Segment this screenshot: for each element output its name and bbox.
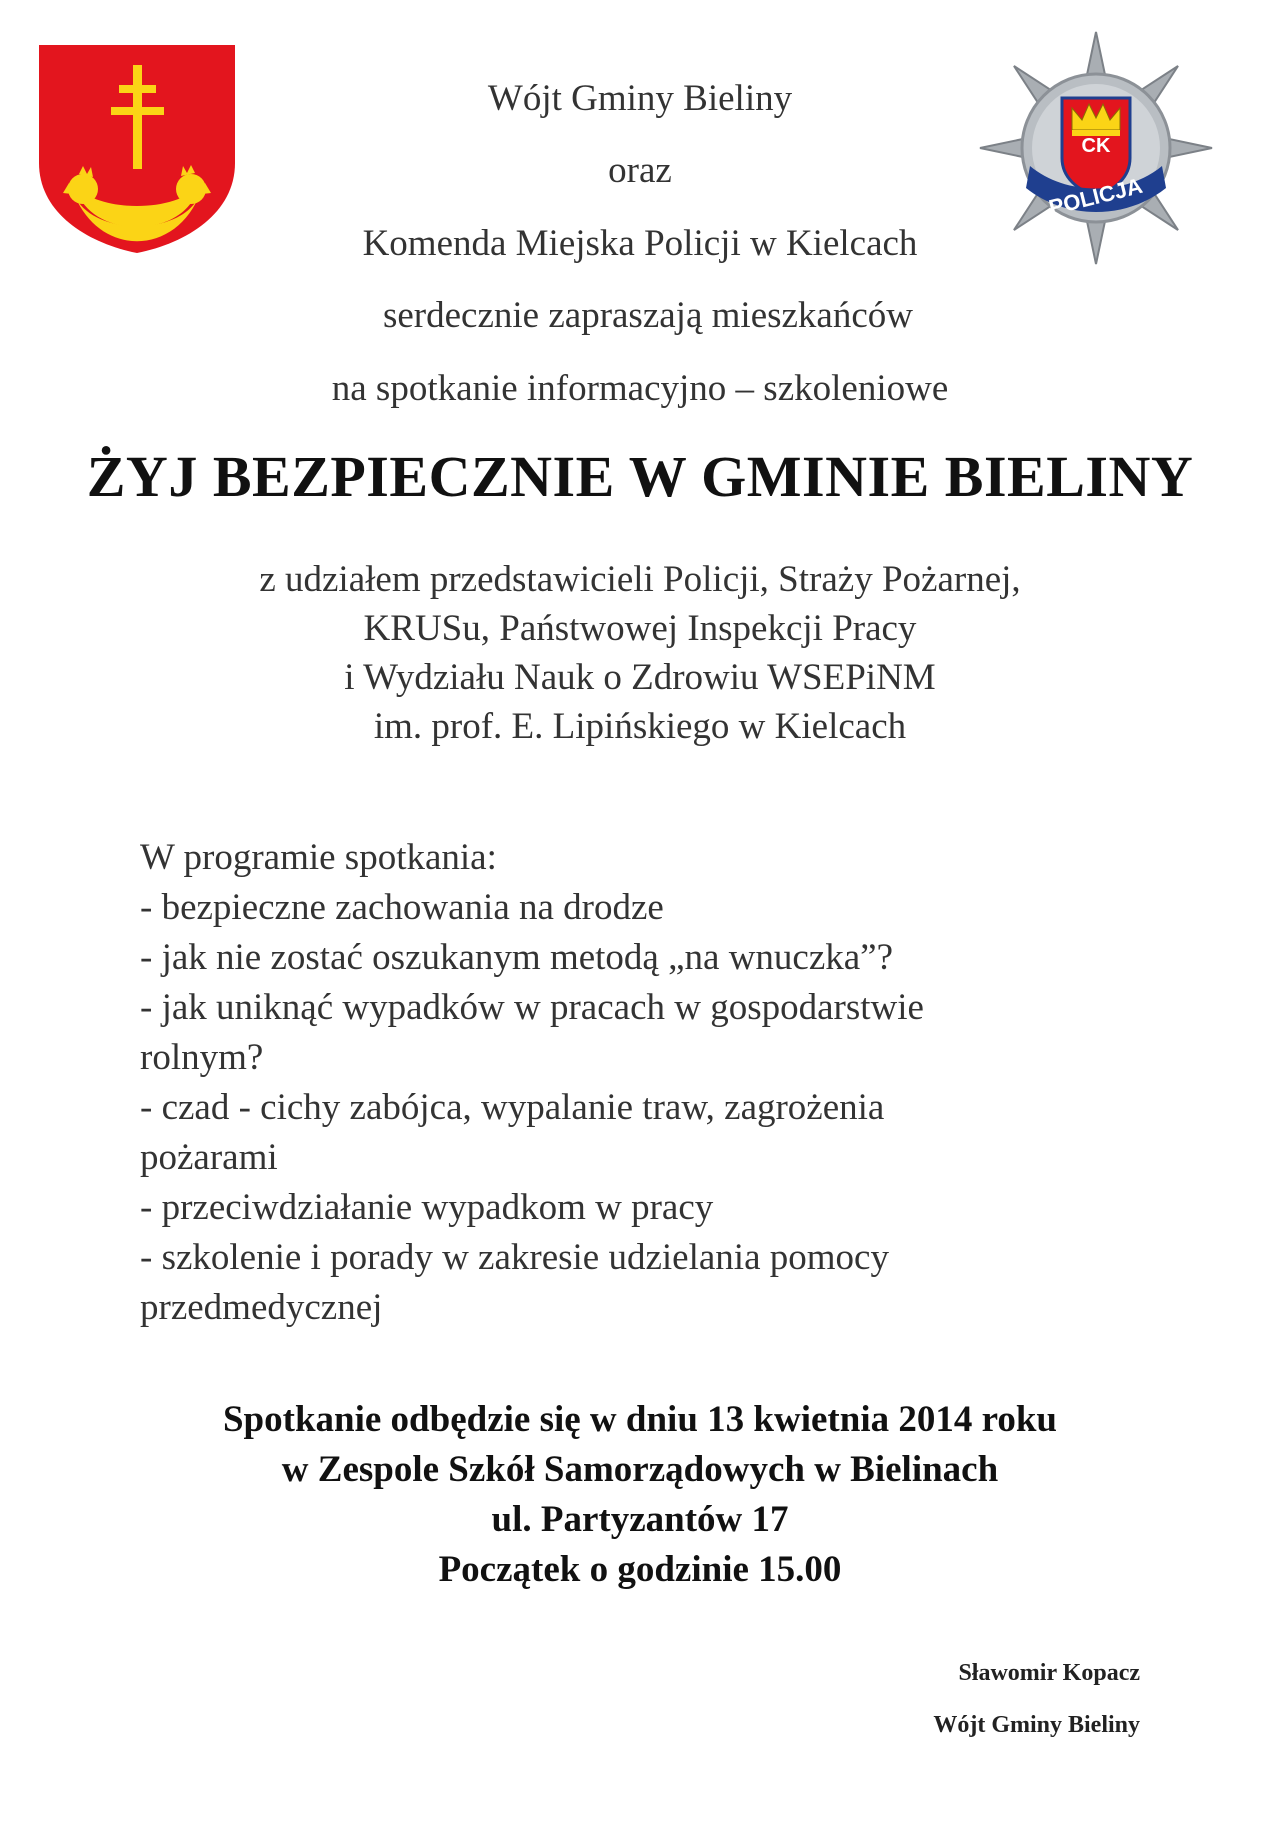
meeting-venue: w Zespole Szkół Samorządowych w Bielinach (281, 1449, 999, 1490)
invitation-line: serdecznie zapraszają mieszkańców (382, 295, 913, 336)
meeting-type-line: na spotkanie informacyjno – szkoleniowe (331, 368, 949, 409)
bieliny-coat-of-arms-icon (37, 43, 237, 255)
signature-name: Sławomir Kopacz (958, 1660, 1140, 1686)
poster-title: ŻYJ BEZPIECZNIE W GMINIE BIELINY (86, 444, 1194, 509)
participants-line: im. prof. E. Lipińskiego w Kielcach (373, 706, 907, 747)
meeting-details (0, 1395, 1280, 1595)
meeting-start-time: Początek o godzinie 15.00 (438, 1549, 842, 1590)
program-heading: W programie spotkania: (140, 837, 497, 878)
conjunction-line: oraz (608, 150, 672, 191)
meeting-address: ul. Partyzantów 17 (491, 1499, 789, 1540)
meeting-date: Spotkanie odbędzie się w dniu 13 kwietnia 2014 roku (222, 1399, 1058, 1440)
signature-role: Wójt Gminy Bieliny (933, 1712, 1140, 1738)
program-item: - przeciwdziałanie wypadkom w pracy (140, 1187, 714, 1228)
participants-block (0, 555, 1280, 751)
program-item: - jak nie zostać oszukanym metodą „na wnuczka”? (140, 937, 894, 978)
program-item: przedmedycznej (140, 1287, 383, 1328)
organizer-line: Wójt Gminy Bieliny (487, 78, 793, 119)
program-item: - czad - cichy zabójca, wypalanie traw, zagrożenia (140, 1087, 885, 1128)
participants-line: KRUSu, Państwowej Inspekcji Pracy (363, 608, 917, 649)
program-item: - szkolenie i porady w zakresie udzielania pomocy (140, 1237, 889, 1278)
program-item: rolnym? (140, 1037, 264, 1078)
program-block (140, 833, 1140, 1333)
co-organizer-line: Komenda Miejska Policji w Kielcach (362, 223, 918, 264)
participants-line: i Wydziału Nauk o Zdrowiu WSEPiNM (344, 657, 936, 698)
program-item: - bezpieczne zachowania na drodze (140, 887, 664, 928)
participants-line: z udziałem przedstawicieli Policji, Straży Pożarnej, (259, 559, 1021, 600)
badge-ribbon-text: POLICJA (1046, 172, 1145, 221)
badge-letters: CK (1081, 135, 1111, 157)
program-item: pożarami (140, 1137, 278, 1178)
program-item: - jak uniknąć wypadków w pracach w gospodarstwie (140, 987, 924, 1028)
